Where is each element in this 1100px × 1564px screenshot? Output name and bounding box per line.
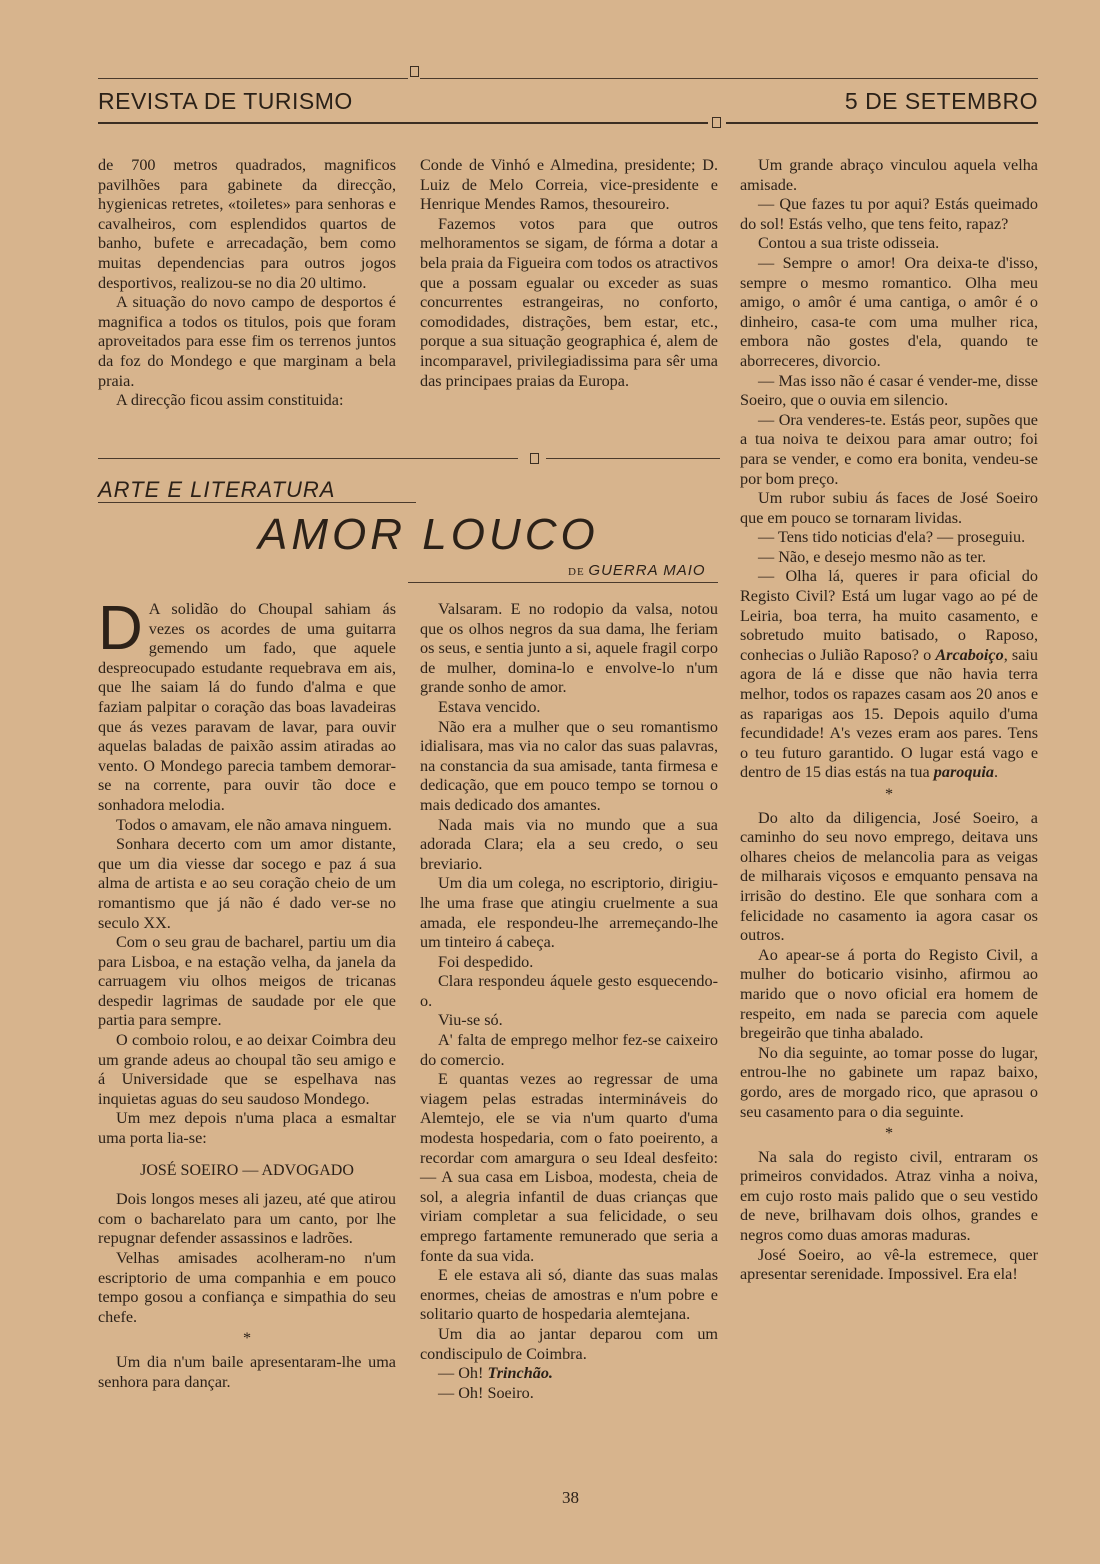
paragraph <box>98 594 396 816</box>
header-ornament <box>712 117 721 128</box>
paragraph: O comboio rolou, e ao deixar Coimbra deu um grande adeus ao choupal tão seu amigo e á Universidade que se espelhava nas inquietas aguas do seu saudoso Mondego. <box>98 1031 396 1108</box>
paragraph: Sonhara decerto com um amor distante, que um dia viesse dar socego e paz á sua alma de artista e ao seu coração cheio de um romantismo que já não é dado ver-se no seculo XX. <box>98 835 396 932</box>
opening-text: A solidão do Choupal sahiam ás vezes os acordes de uma guitarra gemendo um fado, que aquele despreocupado estudante requebrava em ais, que lhe saiam lá do fundo d'alma e que faziam palpitar o coração das boas lavadeiras que ás vezes paravam de lavar, para ouvir aquelas baladas de paixão assim atiradas ao vento. O Mondego parecia tambem demorar-se na corrente, para ouvir tão doce e sonhadora melodia. <box>98 600 396 814</box>
paragraph: Ao apear-se á porta do Registo Civil, a mulher do boticario visinho, afirmou ao marido que o novo oficial era homem de respeito, em nada se parecia com aquele bregeirão que tinha abalado. <box>740 945 1038 1043</box>
header-top-rule <box>420 78 1038 79</box>
running-head-title: REVISTA DE TURISMO <box>98 88 353 114</box>
paragraph: Velhas amisades acolheram-no n'um escriptorio de uma companhia e em pouco tempo gosou a confiança e simpathia do seu chefe. <box>98 1249 396 1326</box>
top-article-column-1 <box>98 156 396 411</box>
dialogue-text: — Oh! <box>438 1364 488 1383</box>
paragraph: — Que fazes tu por aqui? Estás queimado do sol! Estás velho, que tens feito, rapaz? <box>740 195 1038 233</box>
header-top-rule <box>98 78 408 79</box>
paragraph: Viu-se só. <box>438 1011 503 1030</box>
paragraph: Valsaram. E no rodopio da valsa, notou que os olhos negros da sua dama, lhe feriam os seus, e sentia junto a si, aquele fragil corpo de mulher, domina-lo e envolve-lo n'um grande sonho de amor. <box>420 600 718 697</box>
paragraph: Com o seu grau de bacharel, partiu um dia para Lisboa, e na estação velha, da janela da carruagem viu olhos meigos de tricanas despedir lagrimas de saudade por ele que partia para sempre. <box>98 933 396 1030</box>
paragraph: Foi despedido. <box>438 952 534 971</box>
paragraph: Clara respondeu áquele gesto esquecendo-o. <box>420 972 718 1010</box>
byline-underline <box>408 582 718 583</box>
paragraph: No dia seguinte, ao tomar posse do lugar, entrou-lhe no gabinete um rapaz baixo, gordo, ares de morgado rico, que aprasou o seu casamento para o dia seguinte. <box>740 1043 1038 1121</box>
running-head-date: 5 DE SETEMBRO <box>844 88 1038 114</box>
paragraph: Um dia n'um baile apresentaram-lhe uma senhora para dançar. <box>98 1352 396 1391</box>
paragraph: Não era a mulher que o seu romantismo idialisara, mas via no calor das suas palavras, na constancia da sua amisade, tanta firmesa e dedicação, que em pouco tempo se tornou o mais dedicado dos amantes. <box>420 717 718 814</box>
emphasis-word: paroquia <box>933 763 995 782</box>
paragraph: A situação do novo campo de desportos é magnifica a todos os titulos, pois que foram aproveitados para esse fim os terrenos juntos da foz do Mondego e que marginam a bela praia. <box>98 293 396 390</box>
story-column-3 <box>740 156 1038 1285</box>
paragraph: — Tens tido noticias d'ela? — proseguiu. <box>758 528 1026 547</box>
paragraph: de 700 metros quadrados, magnificos pavilhões para gabinete da direcção, hygienicas retretes, «toiletes» para senhoras e cavalheiros, com esplendidos quartos de banho, bufete e arrecadação, bem como muitas dependencias para outros jogos desportivos, realizou-se no dia 20 ultimo. <box>98 156 396 292</box>
story-title: AMOR LOUCO <box>258 510 599 559</box>
page-number: 38 <box>562 1488 579 1507</box>
paragraph: Um dia ao jantar deparou com um condiscipulo de Coimbra. <box>420 1324 718 1363</box>
dialogue-line: — Oh! Soeiro. <box>438 1383 534 1402</box>
paragraph <box>740 567 1038 783</box>
paragraph: José Soeiro, ao vê-la estremece, quer apresentar serenidade. Impossivel. Era ela! <box>740 1245 1038 1284</box>
header-bottom-rule <box>726 122 1038 124</box>
paragraph: Fazemos votos para que outros melhoramentos se sigam, de fórma a dotar a bela praia da Figueira com todos os atractivos que a possam egualar ou exceder as suas concurrentes estrangeiras, no conforto, comodidades, distrações, bem estar, etc., porque a sua situação geographica é, alem de incomparavel, privilegiadissima para sêr uma das principaes praias da Europa. <box>420 214 718 390</box>
paragraph: E quantas vezes ao regressar de uma viagem pelas estradas intermináveis do Alemtejo, ele se via n'um quarto d'uma modesta hospedaria, com o fato poeirento, a recordar com amargura o seu Ideal desfeito: — A sua casa em Lisboa, modesta, cheia de sol, a alegria infantil de duas crianças que viriam completar a sua felicidade, o seu emprego fartamente remunerado que seria a fonte da sua vida. <box>420 1070 718 1265</box>
paragraph: Conde de Vinhó e Almedina, presidente; D. Luiz de Melo Correia, vice-presidente e Henrique Mendes Ramos, thesoureiro. <box>420 156 718 214</box>
drop-cap: D <box>98 594 143 663</box>
section-break-asterisk: * <box>884 1124 894 1143</box>
paragraph: Um dia um colega, no escriptorio, dirigiu-lhe uma frase que atingiu cruelmente a sua amada, ele respondeu-lhe arremeçando-lhe um tinteiro á cabeça. <box>420 874 718 952</box>
byline-prefix: DE <box>568 566 585 578</box>
paragraph: — Mas isso não é casar é vender-me, disse Soeiro, que o ouvia em silencio. <box>740 371 1038 410</box>
paragraph: Dois longos meses ali jazeu, até que atirou com o bacharelato para um canto, por lhe repugnar defender assassinos e ladrões. <box>98 1190 396 1248</box>
paragraph: Todos o amavam, ele não amava ninguem. <box>116 815 392 834</box>
paragraph-text: , saiu agora de lá e disse que não havia terra melhor, todos os rapazes casam aos 20 anos e as raparigas aos 15. Depois aquilo d'uma fecundidade! A's vezes eram aos pares. Tens o teu futuro garantido. O lugar está vago e dentro de 15 dias estás na tua <box>740 645 1038 782</box>
paragraph: Um grande abraço vinculou aquela velha amisade. <box>740 156 1038 194</box>
paragraph: Um mez depois n'uma placa a esmaltar uma porta lia-se: <box>98 1109 396 1148</box>
paragraph: Do alto da diligencia, José Soeiro, a caminho do seu novo emprego, deitava uns olhares cheios de melancolia para as veigas de milharais viçosos e emquanto pensava na irrisão do destino. Ele que sonhara com a felicidade no casamento ia agora casar os outros. <box>740 808 1038 945</box>
section-separator-rule <box>546 458 720 459</box>
nameplate-text: JOSÉ SOEIRO — ADVOGADO <box>140 1161 354 1179</box>
header-bottom-rule <box>98 122 708 124</box>
top-article-column-2 <box>420 156 718 391</box>
emphasis-word: Arcaboiço <box>935 645 1004 664</box>
paragraph: E ele estava ali só, diante das suas malas enormes, cheias de amostras e n'um pobre e solitario quarto de hospedaria alemtejana. <box>420 1266 718 1324</box>
separator-ornament <box>530 453 539 464</box>
story-column-1 <box>98 594 396 1392</box>
header-ornament <box>410 66 419 77</box>
paragraph: A' falta de emprego melhor fez-se caixeiro do comercio. <box>420 1031 718 1069</box>
section-break-asterisk: * <box>242 1329 252 1348</box>
story-column-2 <box>420 600 718 1403</box>
paragraph: Estava vencido. <box>438 697 541 716</box>
story-byline <box>568 562 706 580</box>
paragraph: A direcção ficou assim constituida: <box>116 391 344 410</box>
paragraph: Um rubor subiu ás faces de José Soeiro que em pouco se tornaram lividas. <box>740 489 1038 527</box>
paragraph: Na sala do registo civil, entraram os primeiros convidados. Atraz vinha a noiva, em cujo rosto mais palido que o seu vestido de neve, brilhavam dois olhos, grandes e negros como duas amoras maduras. <box>740 1147 1038 1245</box>
emphasis-name: Trinchão. <box>487 1364 553 1383</box>
section-break-asterisk: * <box>884 785 894 803</box>
paragraph: — Ora venderes-te. Estás peor, supões que a tua noiva te deixou para amar outro; foi para se vender, e como era bonita, vendeu-se por bom preço. <box>740 410 1038 488</box>
paragraph-text: — Olha lá, queres ir para oficial do Registo Civil? Está um lugar vago ao pé de Leiria, boa terra, ha muito casamento, e sobretudo muito batisado, o Raposo, conhecias o Julião Raposo? o <box>740 567 1038 664</box>
section-label: ARTE E LITERATURA <box>98 477 336 502</box>
paragraph: — Não, e desejo mesmo não as ter. <box>758 547 986 566</box>
paragraph-text: . <box>994 763 999 782</box>
section-label-underline <box>98 502 416 503</box>
byline-author: GUERRA MAIO <box>588 562 706 579</box>
paragraph: Contou a sua triste odisseia. <box>758 234 940 253</box>
dialogue-line <box>420 1364 718 1384</box>
section-separator-rule <box>98 458 518 459</box>
paragraph: — Sempre o amor! Ora deixa-te d'isso, sempre o mesmo romantico. Olha meu amigo, o amôr é uma cantiga, o amôr é o dinheiro, casa-te com uma mulher rica, embora não gostes d'ela, quando te aborreceres, divorcio. <box>740 253 1038 370</box>
paragraph: Nada mais via no mundo que a sua adorada Clara; ela a seu credo, o seu breviario. <box>420 815 718 873</box>
